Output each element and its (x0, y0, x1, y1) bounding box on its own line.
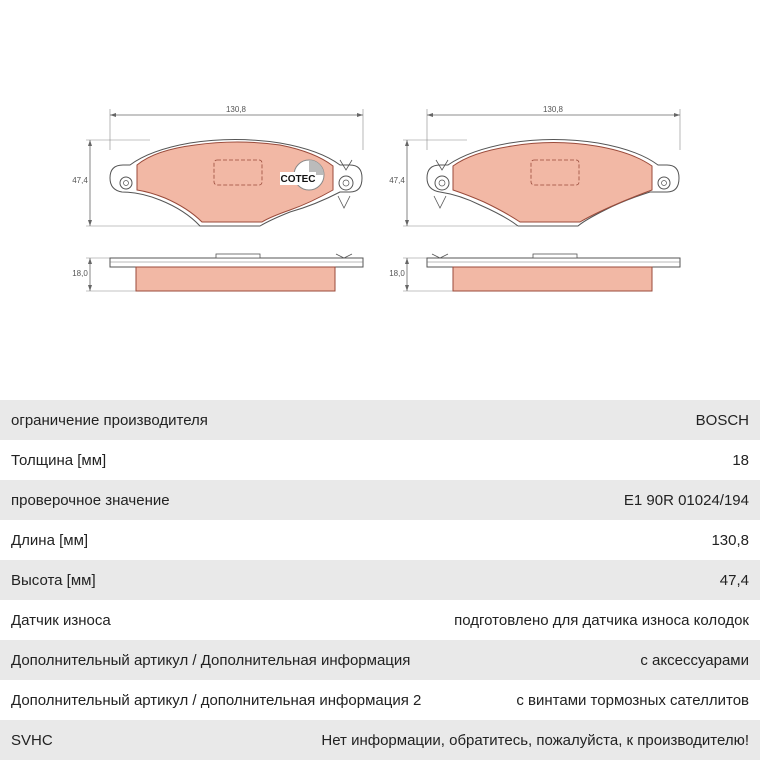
spec-row-manufacturer (0, 400, 760, 440)
spec-label: Датчик износа (11, 611, 111, 629)
spec-value: BOSCH (695, 411, 749, 429)
spec-label: проверочное значение (11, 491, 170, 509)
left-pad-front-view (72, 105, 363, 226)
spec-label: Длина [мм] (11, 531, 89, 549)
left-width-dim: 130,8 (225, 105, 247, 114)
right-height-dim: 47,4 (389, 176, 405, 185)
right-pad-side-view (389, 254, 680, 291)
spec-value: подготовлено для датчика износа колодок (454, 611, 749, 629)
left-height-dim: 47,4 (72, 176, 88, 185)
right-pad-front-view (389, 105, 680, 226)
spec-value: Нет информации, обратитесь, пожалуйста, к производителю! (321, 731, 749, 749)
spec-row-test-mark (0, 480, 760, 520)
left-pad-side-view (72, 254, 363, 291)
spec-label: ограничение производителя (11, 411, 208, 429)
spec-value: с винтами тормозных сателлитов (516, 691, 749, 709)
right-width-dim: 130,8 (542, 105, 564, 114)
logo-text: COTEC (280, 174, 316, 185)
spec-value: 18 (732, 451, 749, 469)
spec-row-svhc (0, 720, 760, 760)
left-thickness-dim: 18,0 (72, 269, 88, 278)
spec-value: 47,4 (719, 571, 749, 589)
spec-label: SVHC (11, 731, 53, 749)
spec-row-height (0, 560, 760, 600)
spec-table (0, 400, 760, 760)
spec-label: Толщина [мм] (11, 451, 107, 469)
spec-value: с аксессуарами (640, 651, 749, 669)
spec-value: 130,8 (711, 531, 749, 549)
right-thickness-dim: 18,0 (389, 269, 405, 278)
spec-value: E1 90R 01024/194 (623, 491, 749, 509)
spec-label: Дополнительный артикул / дополнительная информация 2 (11, 691, 422, 709)
spec-label: Дополнительный артикул / Дополнительная информация (11, 651, 411, 669)
spec-row-supplementary-info-2 (0, 680, 760, 720)
spec-row-supplementary-info (0, 640, 760, 680)
spec-row-thickness (0, 440, 760, 480)
spec-label: Высота [мм] (11, 571, 96, 589)
spec-row-length (0, 520, 760, 560)
spec-row-wear-sensor (0, 600, 760, 640)
